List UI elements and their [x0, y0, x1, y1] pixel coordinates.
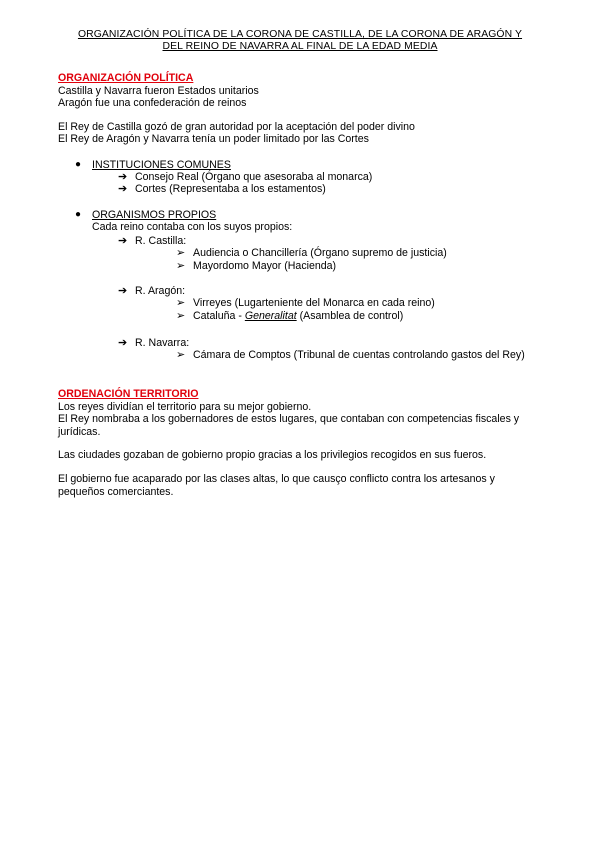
section-heading-ordenacion: ORDENACIÓN TERRITORIO — [58, 388, 199, 400]
text-line: Aragón fue una confederación de reinos — [58, 97, 247, 109]
list-item: Virreyes (Lugarteniente del Monarca en cada reino) — [193, 297, 435, 309]
list-item: Consejo Real (Órgano que asesoraba al monarca) — [135, 171, 373, 183]
list-item: Cámara de Comptos (Tribunal de cuentas controlando gastos del Rey) — [193, 349, 525, 361]
text-line: Cada reino contaba con los suyos propios: — [92, 221, 293, 233]
arrow-icon: ➔ — [118, 337, 128, 349]
arrowhead-icon: ➢ — [176, 310, 186, 322]
arrowhead-icon: ➢ — [176, 297, 186, 309]
text-line: El Rey de Castilla gozó de gran autoridad por la aceptación del poder divino — [58, 121, 415, 133]
kingdom-label-aragon: R. Aragón: — [135, 285, 186, 297]
list-item: Mayordomo Mayor (Hacienda) — [193, 260, 337, 272]
arrowhead-icon: ➢ — [176, 349, 186, 361]
text-span: Cataluña - — [193, 310, 245, 322]
list-item: Audiencia o Chancillería (Órgano supremo de justicia) — [193, 247, 447, 259]
arrow-icon: ➔ — [118, 235, 128, 247]
paragraph: El gobierno fue acaparado por las clases altas, lo que causço conflicto contra los artesanos y pequeños comerciantes. — [58, 473, 495, 498]
generalitat-text: Generalitat — [244, 310, 297, 322]
bullet-icon: ● — [75, 159, 82, 170]
text-span: (Asamblea de control) — [296, 310, 404, 322]
arrow-icon: ➔ — [118, 183, 128, 195]
paragraph: Las ciudades gozaban de gobierno propio gracias a los privilegios recogidos en sus fueros. — [58, 449, 487, 461]
paragraph: El Rey nombraba a los gobernadores de estos lugares, que contaban con competencias fiscales y jurídicas. — [58, 413, 520, 438]
bullet-icon: ● — [75, 209, 82, 220]
text-line: El Rey de Aragón y Navarra tenía un poder limitado por las Cortes — [58, 133, 369, 145]
arrowhead-icon: ➢ — [176, 247, 186, 259]
title-line-2: DEL REINO DE NAVARRA AL FINAL DE LA EDAD MEDIA — [162, 41, 438, 52]
section-heading-organizacion: ORGANIZACIÓN POLÍTICA — [58, 72, 194, 84]
document-title — [60, 29, 540, 53]
bullet-label-organismos: ORGANISMOS PROPIOS — [92, 209, 217, 221]
text-line: Los reyes dividían el territorio para su mejor gobierno. — [58, 401, 312, 413]
arrowhead-icon: ➢ — [176, 260, 186, 272]
list-item: Cortes (Representaba a los estamentos) — [135, 183, 326, 195]
list-item-generalitat — [193, 310, 403, 323]
kingdom-label-castilla: R. Castilla: — [135, 235, 187, 247]
arrow-icon: ➔ — [118, 285, 128, 297]
title-line-1: ORGANIZACIÓN POLÍTICA DE LA CORONA DE CASTILLA, DE LA CORONA DE ARAGÓN Y — [77, 29, 523, 40]
kingdom-label-navarra: R. Navarra: — [135, 337, 190, 349]
arrow-icon: ➔ — [118, 171, 128, 183]
text-line: Castilla y Navarra fueron Estados unitarios — [58, 85, 259, 97]
bullet-label-instituciones: INSTITUCIONES COMUNES — [92, 159, 231, 171]
